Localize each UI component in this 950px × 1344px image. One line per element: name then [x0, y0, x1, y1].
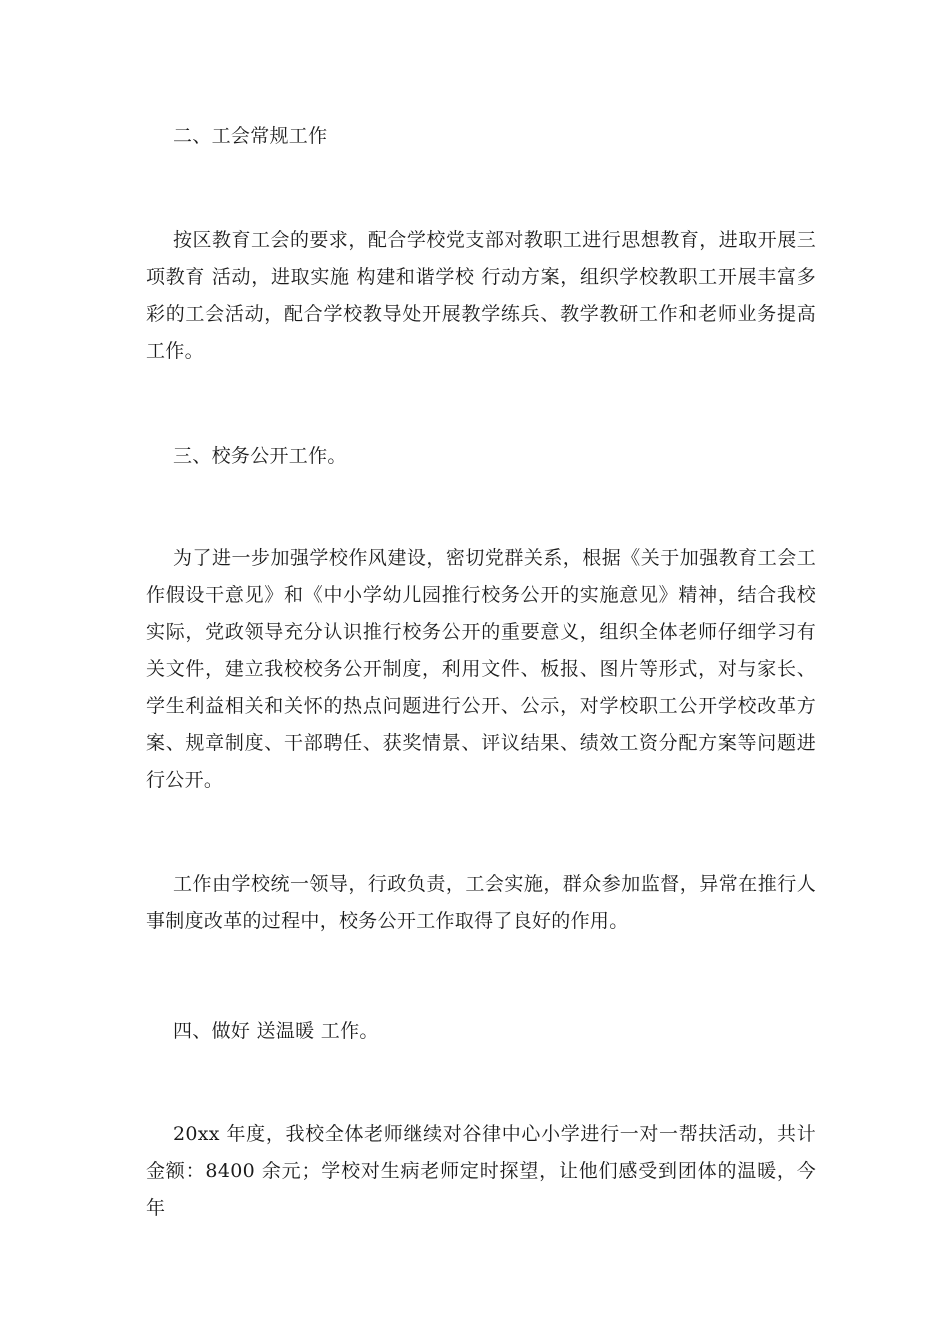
paragraph-school-affairs-leadership: 工作由学校统一领导，行政负责，工会实施，群众参加监督，异常在推行人事制度改革的过程中，校务公开工作取得了良好的作用。	[146, 873, 816, 932]
paragraph-school-affairs-disclosure: 为了进一步加强学校作风建设，密切党群关系，根据《关于加强教育工会工作假设干意见》和《中小学幼儿园推行校务公开的实施意见》精神，结合我校实际，党政领导充分认识推行校务公开的重要意义，组织全体老师仔细学习有关文件，建立我校校务公开制度，利用文件、板报、图片等形式，对与家长、学生利益相关和关怀的热点问题进行公开、公示，对学校职工公开学校改革方案、规章制度、干部聘任、获奖情景、评议结果、绩效工资分配方案等问题进行公开。	[146, 547, 816, 791]
paragraph-send-warmth: 20xx 年度，我校全体老师继续对谷律中心小学进行一对一帮扶活动，共计金额：8400 余元；学校对生病老师定时探望，让他们感受到团体的温暖，今年	[146, 1123, 816, 1219]
section-heading-school-affairs: 三、校务公开工作。	[173, 445, 347, 467]
section-heading-send-warmth: 四、做好 送温暖 工作。	[173, 1020, 379, 1042]
section-heading-union-routine: 二、工会常规工作	[173, 125, 328, 147]
paragraph-union-education: 按区教育工会的要求，配合学校党支部对教职工进行思想教育，进取开展三项教育 活动，进取实施 构建和谐学校 行动方案，组织学校教职工开展丰富多彩的工会活动，配合学校教导处开展教学练兵、教学教研工作和老师业务提高工作。	[146, 229, 816, 362]
